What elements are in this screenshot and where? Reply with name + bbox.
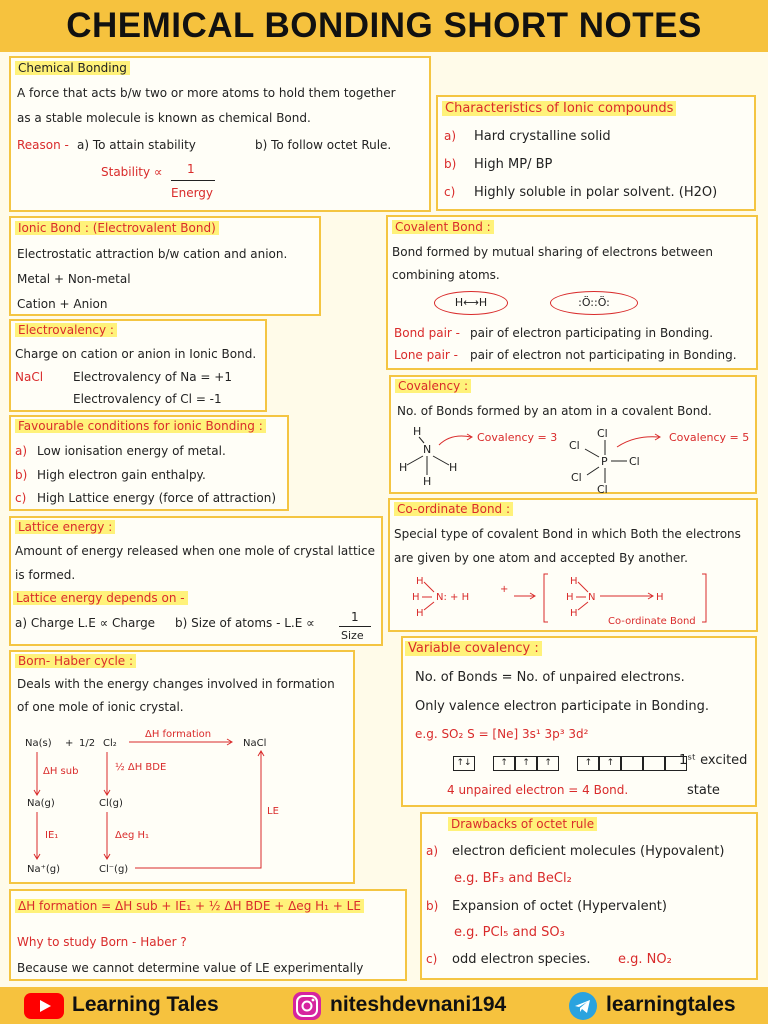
coordinate-bond-label: Co-ordinate Bond bbox=[608, 616, 696, 627]
drawback-a: electron deficient molecules (Hypovalent) bbox=[452, 844, 725, 859]
covalent-bond-title: Covalent Bond : bbox=[392, 220, 494, 234]
covalency-title: Covalency : bbox=[395, 379, 471, 393]
bond-pair-label: Bond pair - bbox=[394, 326, 460, 340]
orbital-3d-4 bbox=[643, 756, 665, 771]
page-header bbox=[0, 0, 768, 52]
pcl5-cl-left-bottom: Cl bbox=[571, 471, 582, 484]
covalent-bond-box bbox=[386, 215, 758, 370]
lattice-fraction-num: 1 bbox=[351, 610, 359, 624]
variable-covalency-example: e.g. SO₂ S = [Ne] 3s¹ 3p³ 3d² bbox=[415, 727, 589, 741]
formula-box bbox=[9, 889, 407, 981]
chemical-bonding-def-2: as a stable molecule is known as chemical Bond. bbox=[17, 111, 311, 125]
bh-dh-bde: ½ ΔH BDE bbox=[115, 762, 167, 773]
excited-state-label: 1ˢᵗ excited bbox=[679, 753, 748, 768]
favourable-conditions-box bbox=[9, 415, 289, 511]
ionic-char-c: Highly soluble in polar solvent. (H2O) bbox=[474, 185, 718, 200]
h2-molecule bbox=[434, 291, 508, 315]
instagram-icon[interactable] bbox=[292, 991, 322, 1021]
product-h-top: H bbox=[570, 576, 578, 587]
telegram-handle[interactable]: learningtales bbox=[606, 993, 736, 1016]
bh-cl2: Cl₂ bbox=[103, 738, 117, 749]
coordinate-bond-box bbox=[388, 498, 758, 632]
bh-na-g: Na(g) bbox=[27, 798, 55, 809]
electrovalency-box bbox=[9, 319, 267, 412]
coordinate-line-1: Special type of covalent Bond in which Both the electrons bbox=[394, 527, 741, 541]
product-h-mid: H bbox=[566, 592, 574, 603]
page-title: CHEMICAL BONDING SHORT NOTES bbox=[66, 6, 702, 45]
lone-pair-label: Lone pair - bbox=[394, 348, 459, 362]
electrovalency-cl: Electrovalency of Cl = -1 bbox=[73, 392, 222, 406]
pcl5-covalency-label: Covalency = 5 bbox=[669, 431, 750, 444]
favourable-c: High Lattice energy (force of attraction) bbox=[37, 491, 277, 505]
variable-covalency-line-1: No. of Bonds = No. of unpaired electrons. bbox=[415, 670, 685, 685]
born-haber-diagram bbox=[11, 724, 351, 884]
o2-molecule bbox=[550, 291, 638, 315]
bh-dh-formation: ΔH formation bbox=[145, 729, 212, 740]
ionic-char-a-letter: a) bbox=[444, 129, 457, 143]
ionic-char-b: High MP/ BP bbox=[474, 157, 553, 172]
bh-ie1: IE₁ bbox=[45, 830, 59, 841]
pcl5-cl-right: Cl bbox=[629, 455, 640, 468]
reactant-plus: + bbox=[500, 584, 509, 595]
covalency-diagram bbox=[391, 423, 755, 496]
youtube-channel[interactable]: Learning Tales bbox=[72, 993, 219, 1016]
drawback-a-example: e.g. BF₃ and BeCl₂ bbox=[454, 871, 572, 886]
ionic-char-b-letter: b) bbox=[444, 157, 457, 171]
born-haber-line-2: of one mole of ionic crystal. bbox=[17, 700, 184, 714]
bh-na-s: Na(s) bbox=[25, 738, 52, 749]
nh3-h-left: H bbox=[399, 461, 408, 474]
favourable-title: Favourable conditions for ionic Bonding : bbox=[15, 419, 266, 433]
reason-label: Reason - bbox=[17, 138, 69, 152]
orbital-3d-2: ↑ bbox=[599, 756, 621, 771]
reason-b: b) To follow octet Rule. bbox=[255, 138, 392, 152]
bh-nacl: NaCl bbox=[243, 738, 267, 749]
lattice-fraction-den: Size bbox=[341, 629, 364, 642]
bond-pair-text: pair of electron participating in Bonding. bbox=[470, 326, 714, 340]
pcl5-cl-bottom: Cl bbox=[597, 483, 608, 496]
lattice-fraction-bar bbox=[339, 626, 371, 627]
because-text: Because we cannot determine value of LE experimentally bbox=[17, 961, 364, 975]
lattice-line-2: is formed. bbox=[15, 568, 76, 582]
covalent-bond-line-1: Bond formed by mutual sharing of electrons between bbox=[392, 245, 713, 259]
product-n: N bbox=[588, 592, 596, 603]
born-haber-box bbox=[9, 650, 355, 884]
orbital-3d-3 bbox=[621, 756, 643, 771]
bh-plus: + bbox=[65, 738, 74, 749]
product-h-right: H bbox=[656, 592, 664, 603]
variable-covalency-box bbox=[401, 636, 757, 807]
born-haber-line-1: Deals with the energy changes involved in formation bbox=[17, 677, 335, 691]
lattice-depends-title: Lattice energy depends on - bbox=[13, 591, 188, 605]
drawback-c-example: e.g. NO₂ bbox=[618, 952, 672, 967]
covalent-bond-line-2: combining atoms. bbox=[392, 268, 500, 282]
lattice-depends-b: b) Size of atoms - L.E ∝ bbox=[175, 616, 315, 630]
bh-na-plus: Na⁺(g) bbox=[27, 864, 61, 875]
telegram-icon[interactable] bbox=[568, 991, 598, 1021]
covalency-line-1: No. of Bonds formed by an atom in a covalent Bond. bbox=[397, 404, 712, 418]
reactant-h-mid: H bbox=[412, 592, 420, 603]
stability-fraction-bar bbox=[171, 180, 215, 181]
orbital-3p-2: ↑ bbox=[515, 756, 537, 771]
orbital-3s: ↑↓ bbox=[453, 756, 475, 771]
orbital-3p-1: ↑ bbox=[493, 756, 515, 771]
orbital-3p-3: ↑ bbox=[537, 756, 559, 771]
nh3-n: N bbox=[423, 443, 432, 456]
electrovalency-nacl: NaCl bbox=[15, 370, 44, 384]
reactant-h-top: H bbox=[416, 576, 424, 587]
orbital-3d-1: ↑ bbox=[577, 756, 599, 771]
youtube-icon[interactable] bbox=[24, 993, 64, 1019]
lattice-energy-box bbox=[9, 516, 383, 646]
chemical-bonding-def-1: A force that acts b/w two or more atoms to hold them together bbox=[17, 86, 396, 100]
reactant-h-bot: H bbox=[416, 608, 424, 619]
drawback-a-letter: a) bbox=[426, 844, 439, 858]
coordinate-line-2: are given by one atom and accepted By another. bbox=[394, 551, 688, 565]
drawback-c: odd electron species. bbox=[452, 952, 591, 967]
nh3-h-right: H bbox=[449, 461, 458, 474]
h2-label: H⟷H bbox=[454, 296, 488, 309]
ionic-bond-line-2: Metal + Non-metal bbox=[17, 272, 131, 286]
nh3-h-bottom: H bbox=[423, 475, 432, 488]
bh-le: LE bbox=[267, 806, 279, 817]
stability-numerator: 1 bbox=[187, 162, 195, 176]
drawback-c-letter: c) bbox=[426, 952, 438, 966]
pcl5-cl-left-top: Cl bbox=[569, 439, 580, 452]
variable-covalency-title: Variable covalency : bbox=[405, 641, 542, 656]
variable-covalency-line-2: Only valence electron participate in Bonding. bbox=[415, 699, 709, 714]
lattice-title: Lattice energy : bbox=[15, 520, 115, 534]
drawback-b: Expansion of octet (Hypervalent) bbox=[452, 899, 667, 914]
product-h-bot: H bbox=[570, 608, 578, 619]
ionic-char-c-letter: c) bbox=[444, 185, 456, 199]
ionic-bond-box bbox=[9, 216, 321, 316]
why-born-haber: Why to study Born - Haber ? bbox=[17, 935, 187, 949]
bh-dh-sub: ΔH sub bbox=[43, 766, 79, 777]
reactant-formula: N: + H bbox=[436, 592, 470, 603]
orbital-boxes bbox=[453, 753, 687, 772]
stability-label: Stability ∝ bbox=[101, 165, 163, 179]
lone-pair-text: pair of electron not participating in Bonding. bbox=[470, 348, 737, 362]
nh3-covalency-label: Covalency = 3 bbox=[477, 431, 558, 444]
favourable-a-letter: a) bbox=[15, 444, 28, 458]
drawback-b-example: e.g. PCl₅ and SO₃ bbox=[454, 925, 565, 940]
bh-cl-g: Cl(g) bbox=[99, 798, 123, 809]
excited-state-label-2: state bbox=[687, 783, 720, 798]
born-haber-title: Born- Haber cycle : bbox=[15, 654, 136, 668]
bh-half: 1/2 bbox=[79, 738, 96, 749]
instagram-handle[interactable]: niteshdevnani194 bbox=[330, 993, 507, 1016]
stability-denominator: Energy bbox=[171, 186, 214, 200]
chemical-bonding-title: Chemical Bonding bbox=[15, 61, 130, 75]
ionic-bond-line-1: Electrostatic attraction b/w cation and anion. bbox=[17, 247, 288, 261]
pcl5-p: P bbox=[601, 455, 608, 468]
coordinate-diagram bbox=[390, 570, 756, 630]
electrovalency-na: Electrovalency of Na = +1 bbox=[73, 370, 232, 384]
electrovalency-line-1: Charge on cation or anion in Ionic Bond. bbox=[15, 347, 257, 361]
reason-a: a) To attain stability bbox=[77, 138, 196, 152]
nh3-h-top: H bbox=[413, 425, 422, 438]
electrovalency-title: Electrovalency : bbox=[15, 323, 117, 337]
pcl5-cl-top: Cl bbox=[597, 427, 608, 440]
drawback-b-letter: b) bbox=[426, 899, 439, 913]
favourable-a: Low ionisation energy of metal. bbox=[37, 444, 226, 458]
bh-cl-minus: Cl⁻(g) bbox=[99, 864, 129, 875]
favourable-b-letter: b) bbox=[15, 468, 28, 482]
coordinate-title: Co-ordinate Bond : bbox=[394, 502, 513, 516]
ionic-bond-title: Ionic Bond : (Electrovalent Bond) bbox=[15, 221, 219, 235]
delta-h-formation-equation: ΔH formation = ΔH sub + IE₁ + ½ ΔH BDE + Δeg H₁ + LE bbox=[15, 899, 364, 913]
ionic-characteristics-box bbox=[436, 95, 756, 211]
lattice-line-1: Amount of energy released when one mole of crystal lattice bbox=[15, 544, 375, 558]
o2-label: :Ö::Ö: bbox=[578, 296, 610, 309]
lattice-depends-a: a) Charge L.E ∝ Charge bbox=[15, 616, 156, 630]
octet-drawbacks-box bbox=[420, 812, 758, 980]
unpaired-electron-text: 4 unpaired electron = 4 Bond. bbox=[447, 783, 629, 797]
ionic-bond-line-3: Cation + Anion bbox=[17, 297, 108, 311]
octet-drawbacks-title: Drawbacks of octet rule bbox=[448, 817, 597, 831]
ionic-characteristics-title: Characteristics of Ionic compounds bbox=[442, 101, 676, 116]
footer bbox=[0, 987, 768, 1024]
favourable-c-letter: c) bbox=[15, 491, 27, 505]
chemical-bonding-box bbox=[9, 56, 431, 212]
ionic-char-a: Hard crystalline solid bbox=[474, 129, 611, 144]
favourable-b: High electron gain enthalpy. bbox=[37, 468, 206, 482]
bh-deg: Δeg H₁ bbox=[115, 830, 150, 841]
covalency-box bbox=[389, 375, 757, 494]
